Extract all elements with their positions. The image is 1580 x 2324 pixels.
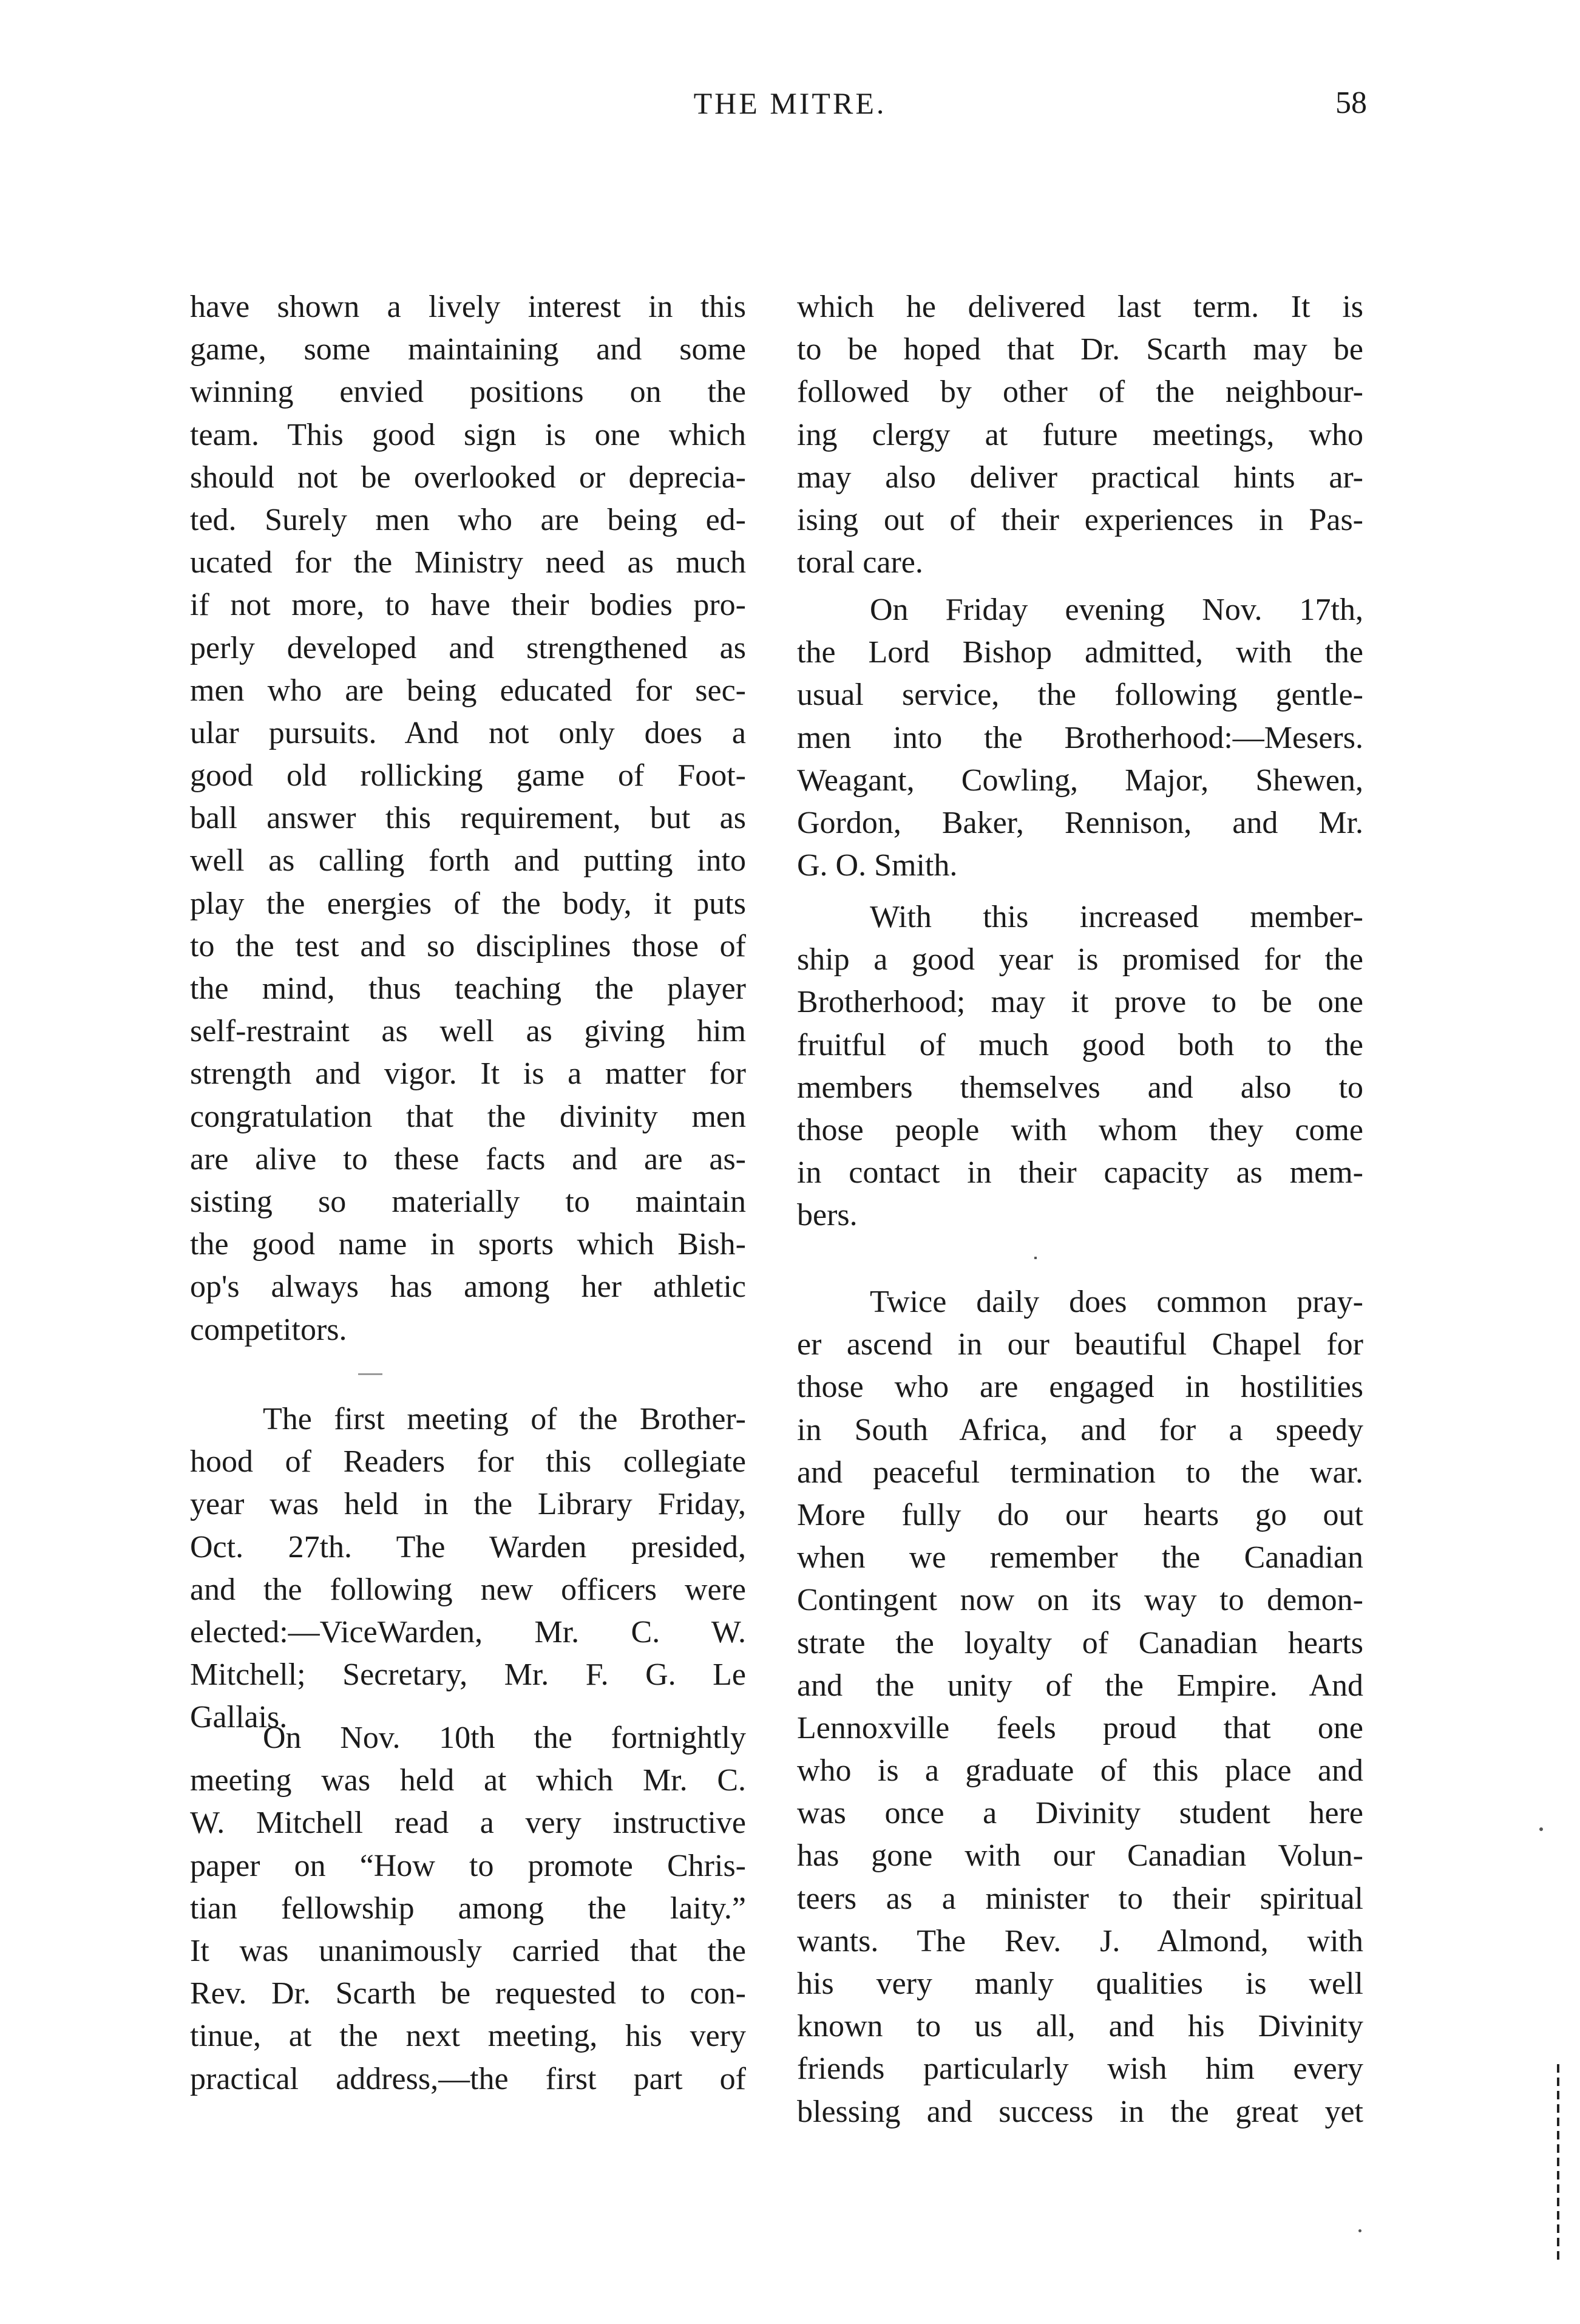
text-line: meeting was held at which Mr. C. [190,1763,746,1798]
text-line: Gordon, Baker, Rennison, and Mr. [797,805,1363,840]
text-line: sisting so materially to maintain [190,1184,746,1219]
page-number: 58 [1335,86,1367,120]
text-line: congratulation that the divinity men [190,1099,746,1134]
text-line: those who are engaged in hostilities [797,1370,1363,1405]
text-line: winning envied positions on the [190,375,746,410]
text-line: well as calling forth and putting into [190,843,746,878]
text-line: if not more, to have their bodies pro- [190,588,746,623]
section-separator [1034,1257,1037,1259]
text-line: perly developed and strengthened as [190,630,746,665]
paragraph [797,896,1363,1237]
text-line: toral care. [797,545,923,580]
running-header-title: THE MITRE. [693,86,887,120]
text-line: ship a good year is promised for the [797,942,1363,977]
text-line: play the energies of the body, it puts [190,886,746,921]
text-line: Oct. 27th. The Warden presided, [190,1529,746,1565]
text-line: are alive to these facts and are as- [190,1141,746,1177]
text-line: was once a Divinity student here [797,1796,1363,1831]
text-line: followed by other of the neighbour- [797,375,1363,410]
text-line: blessing and success in the great yet [797,2094,1363,2129]
text-line: More fully do our hearts go out [797,1497,1363,1532]
text-line: ted. Surely men who are being ed- [190,502,746,537]
text-line: ball answer this requirement, but as [190,801,746,836]
text-line: friends particularly wish him every [797,2051,1363,2087]
text-line: should not be overlooked or deprecia- [190,460,746,495]
text-line: in South Africa, and for a speedy [797,1412,1363,1447]
text-line: and the unity of the Empire. And [797,1668,1363,1703]
text-line: ular pursuits. And not only does a [190,715,746,750]
text-line: game, some maintaining and some [190,332,746,367]
text-line: hood of Readers for this collegiate [190,1444,746,1480]
text-line: G. O. Smith. [797,848,958,883]
text-line: op's always has among her athletic [190,1269,746,1305]
text-line: Lennoxville feels proud that one [797,1710,1363,1745]
text-line: er ascend in our beautiful Chapel for [797,1327,1363,1362]
text-line: teers as a minister to their spiritual [797,1881,1363,1916]
text-line: to be hoped that Dr. Scarth may be [797,332,1363,367]
text-line: Contingent now on its way to demon- [797,1583,1363,1618]
text-line: usual service, the following gentle- [797,678,1363,713]
text-line: tian fellowship among the laity.” [190,1891,746,1926]
paragraph [190,1398,746,1739]
text-line: the good name in sports which Bish- [190,1227,746,1262]
paragraph [797,589,1363,887]
text-line: when we remember the Canadian [797,1540,1363,1575]
text-line: year was held in the Library Friday, [190,1487,746,1522]
text-line: which he delivered last term. It is [797,290,1363,324]
text-line: Twice daily does common pray- [870,1285,1363,1319]
text-line: and peaceful termination to the war. [797,1455,1363,1490]
text-line: members themselves and also to [797,1070,1363,1105]
text-line: who is a graduate of this place and [797,1753,1363,1789]
text-line: It was unanimously carried that the [190,1933,746,1968]
text-line: ucated for the Ministry need as much [190,545,746,580]
text-line: bers. [797,1198,858,1233]
paragraph [797,1281,1363,2133]
text-line: paper on “How to promote Chris- [190,1848,746,1883]
text-line: those people with whom they come [797,1112,1363,1147]
text-line: have shown a lively interest in this [190,290,746,324]
text-line: W. Mitchell read a very instructive [190,1806,746,1841]
text-line: may also deliver practical hints ar- [797,460,1363,495]
text-line: to the test and so disciplines those of [190,928,746,963]
scan-mark [1539,1827,1543,1831]
text-line: Weagant, Cowling, Major, Shewen, [797,763,1363,798]
text-line: strate the loyalty of Canadian hearts [797,1625,1363,1660]
text-line: self-restraint as well as giving him [190,1014,746,1049]
text-line: Gallais. [190,1700,288,1735]
text-line: in contact in their capacity as mem- [797,1155,1363,1191]
paragraph [190,1717,746,2101]
text-line: has gone with our Canadian Volun- [797,1838,1363,1874]
text-line: The first meeting of the Brother- [263,1402,746,1436]
text-line: his very manly qualities is well [797,1966,1363,2001]
text-line: ing clergy at future meetings, who [797,417,1363,452]
text-line: strength and vigor. It is a matter for [190,1056,746,1092]
section-separator [358,1373,382,1375]
text-line: wants. The Rev. J. Almond, with [797,1923,1363,1959]
text-line: competitors. [190,1312,347,1347]
text-line: known to us all, and his Divinity [797,2009,1363,2044]
text-line: On Nov. 10th the fortnightly [263,1721,746,1755]
text-line: the Lord Bishop admitted, with the [797,635,1363,670]
paragraph [797,286,1363,584]
scan-mark [1358,2229,1361,2232]
text-line: tinue, at the next meeting, his very [190,2019,746,2054]
text-line: On Friday evening Nov. 17th, [870,593,1363,627]
scan-edge-mark [1557,2064,1559,2265]
text-line: fruitful of much good both to the [797,1027,1363,1062]
text-line: team. This good sign is one which [190,417,746,452]
text-line: elected:—ViceWarden, Mr. C. W. [190,1614,746,1650]
text-line: With this increased member- [870,900,1363,934]
text-line: men who are being educated for sec- [190,673,746,708]
text-line: Rev. Dr. Scarth be requested to con- [190,1976,746,2011]
text-line: Brotherhood; may it prove to be one [797,985,1363,1020]
text-line: the mind, thus teaching the player [190,971,746,1006]
text-line: men into the Brotherhood:—Mesers. [797,720,1363,755]
text-line: Mitchell; Secretary, Mr. F. G. Le [190,1657,746,1693]
text-line: ising out of their experiences in Pas- [797,502,1363,537]
paragraph [190,286,746,1351]
text-line: and the following new officers were [190,1572,746,1607]
text-line: practical address,—the first part of [190,2061,746,2096]
text-line: good old rollicking game of Foot- [190,758,746,793]
